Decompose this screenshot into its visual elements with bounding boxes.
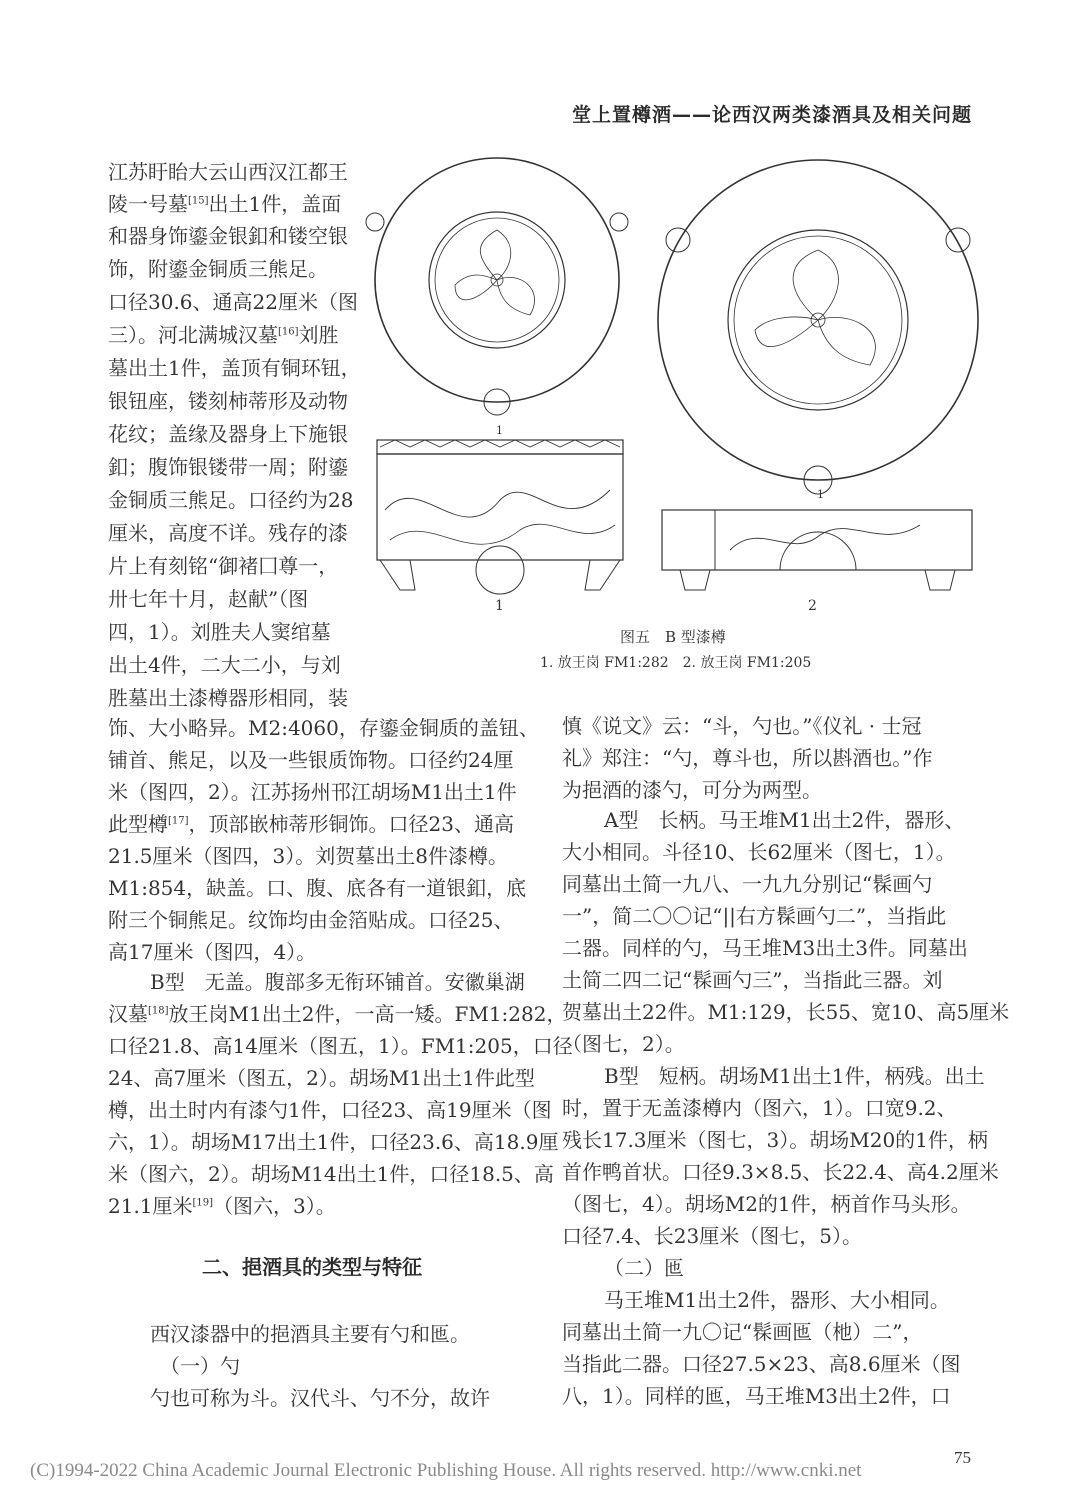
text-line: 土简二四二记“髹画勺三”，当指此三器。刘	[562, 968, 943, 992]
text-line	[108, 319, 339, 351]
text-line: 四，1）。刘胜夫人窦绾墓	[108, 620, 331, 644]
text-line: （图七，2）。	[562, 1032, 685, 1056]
figure-label-1: 1	[495, 598, 504, 614]
text-fragment: （图六，3）。	[213, 1194, 336, 1218]
text-line: 一”，简二〇〇记“||右方髹画勺二”，当指此	[562, 904, 947, 928]
vessel-2-top-view	[658, 160, 978, 494]
text-line: 当指此二器。口径27.5×23、高8.6厘米（图	[562, 1352, 961, 1376]
text-fragment: 此型樽	[108, 812, 168, 836]
text-fragment: 刘胜	[298, 323, 339, 347]
text-line: 残长17.3厘米（图七，3）。胡场M20的1件，柄	[562, 1128, 988, 1152]
figure-illustration	[360, 150, 980, 620]
text-line: 勺也可称为斗。汉代斗、勺不分，故许	[150, 1386, 490, 1410]
text-line: 墓出土1件，盖顶有铜环钮，	[108, 356, 361, 380]
figure-sublabel: 1	[817, 488, 824, 501]
text-line: 胜墓出土漆樽器形相同，装	[108, 686, 348, 710]
figure-caption-title: 图五 B 型漆樽	[620, 628, 726, 646]
text-line: 21.5厘米（图四，3）。刘贺墓出土8件漆樽。	[108, 844, 508, 868]
text-line: 首作鸭首状。口径9.3×8.5、长22.4、高4.2厘米	[562, 1160, 999, 1184]
footnote-ref[interactable]: [19]	[192, 1197, 214, 1209]
running-title: 堂上置樽酒——论西汉两类漆酒具及相关问题	[571, 104, 972, 126]
text-line: 西汉漆器中的挹酒具主要有勺和匜。	[150, 1322, 470, 1346]
text-line: 米（图四，2）。江苏扬州邗江胡场M1出土1件	[108, 780, 517, 804]
text-line: 马王堆M1出土2件，器形、大小相同。	[604, 1288, 950, 1312]
text-line: M1:854，缺盖。口、腹、底各有一道银釦，底	[108, 876, 527, 900]
text-line: 出土4件，二大二小，与刘	[108, 653, 341, 677]
text-line: 金铜质三熊足。口径约为28	[108, 488, 354, 512]
text-line: 同墓出土简一九八、一九九分别记“髹画勺	[562, 872, 933, 896]
text-line: 铺首、熊足，以及一些银质饰物。口径约24厘	[108, 748, 514, 772]
vessel-1-top-view	[366, 158, 628, 415]
text-line: 口径7.4、长23厘米（图七，5）。	[562, 1224, 862, 1248]
text-line	[108, 808, 514, 840]
text-line: 和器身饰鎏金银釦和镂空银	[108, 224, 348, 248]
text-line: B型 无盖。腹部多无衔环铺首。安徽巢湖	[150, 970, 525, 994]
figure-label-2: 2	[808, 598, 817, 614]
text-fragment: 放王岗M1出土2件，一高一矮。FM1:282，	[168, 1002, 567, 1026]
text-line: 礼》郑注：“勺，尊斗也，所以斟酒也。”作	[562, 746, 933, 770]
text-line: 六，1）。胡场M17出土1件，口径23.6、高18.9厘	[108, 1130, 559, 1154]
text-line	[108, 1190, 336, 1222]
text-line	[108, 188, 341, 220]
text-line: 高17厘米（图四，4）。	[108, 940, 317, 964]
text-fragment: 汉墓	[108, 1002, 148, 1026]
text-line: 口径30.6、通高22厘米（图	[108, 290, 358, 314]
text-line: 贺墓出土22件。M1:129，长55、宽10、高5厘米	[562, 1000, 1010, 1024]
subsection-heading: （二）匜	[604, 1256, 684, 1280]
text-fragment: 三）。河北满城汉墓	[108, 323, 278, 347]
vessel-1-side-view	[377, 440, 623, 594]
text-line: （图七，4）。胡场M2的1件，柄首作马头形。	[562, 1192, 971, 1216]
figure-caption-items: 1. 放王岗 FM1:282 2. 放王岗 FM1:205	[540, 655, 812, 671]
text-line: B型 短柄。胡场M1出土1件，柄残。出土	[604, 1064, 985, 1088]
text-line: 24、高7厘米（图五，2）。胡场M1出土1件此型	[108, 1066, 535, 1090]
text-line: 附三个铜熊足。纹饰均由金箔贴成。口径25、	[108, 908, 514, 932]
footnote-ref[interactable]: [15]	[188, 195, 209, 207]
text-fragment: ，顶部嵌柿蒂形铜饰。口径23、通高	[188, 812, 514, 836]
text-line: 口径21.8、高14厘米（图五，1）。FM1:205，口径	[108, 1034, 573, 1058]
text-line: A型 长柄。马王堆M1出土2件，器形、	[604, 808, 965, 832]
text-line: 片上有刻铭“御褚囗尊一，	[108, 554, 339, 578]
text-line: 大小相同。斗径10、长62厘米（图七，1）。	[562, 840, 956, 864]
footnote-ref[interactable]: [17]	[168, 815, 189, 827]
footnote-ref[interactable]: [16]	[278, 326, 299, 338]
text-line: 樽，出土时内有漆勺1件，口径23、高19厘米（图	[108, 1098, 552, 1122]
subsection-heading: （一）勺	[160, 1354, 240, 1378]
text-line: 时，置于无盖漆樽内（图六，1）。口宽9.2、	[562, 1096, 957, 1120]
text-fragment: 陵一号墓	[108, 192, 188, 216]
text-line: 厘米，高度不详。残存的漆	[108, 521, 348, 545]
text-line: 银钮座，镂刻柿蒂形及动物	[108, 389, 348, 413]
text-line: 釦；腹饰银镂带一周；附鎏	[108, 455, 348, 479]
vessel-2-side-view	[662, 510, 972, 590]
text-line: 二器。同样的勺，马王堆M3出土3件。同墓出	[562, 936, 968, 960]
text-line: 慎《说文》云：“斗，勺也。”《仪礼 · 士冠	[562, 714, 922, 738]
text-line: 米（图六，2）。胡场M14出土1件，口径18.5、高	[108, 1162, 554, 1186]
text-line: 饰，附鎏金铜质三熊足。	[108, 257, 328, 281]
copyright-footer: (C)1994-2022 China Academic Journal Electronic Publishing House. All rights reserved. http://www.cnki.net	[30, 1460, 862, 1481]
text-line: 江苏盱眙大云山西汉江都王	[108, 160, 348, 184]
text-line: 卅七年十月，赵献”（图	[108, 587, 309, 611]
text-line: 为挹酒的漆勺，可分为两型。	[562, 778, 822, 802]
text-line: 八，1）。同样的匜，马王堆M3出土2件，口	[562, 1384, 951, 1408]
footnote-ref[interactable]: [18]	[148, 1005, 169, 1017]
figure-sublabel: 1	[496, 424, 503, 437]
text-line: 花纹；盖缘及器身上下施银	[108, 422, 348, 446]
text-line: 饰、大小略异。M2:4060，存鎏金铜质的盖钮、	[108, 716, 539, 740]
text-fragment: 21.1厘米	[108, 1194, 193, 1218]
page-number: 75	[954, 1448, 971, 1467]
section-heading: 二、挹酒具的类型与特征	[202, 1255, 422, 1279]
text-fragment: 出土1件，盖面	[208, 192, 342, 216]
text-line	[108, 998, 566, 1030]
text-line: 同墓出土简一九〇记“髹画匜（杝）二”，	[562, 1320, 923, 1344]
